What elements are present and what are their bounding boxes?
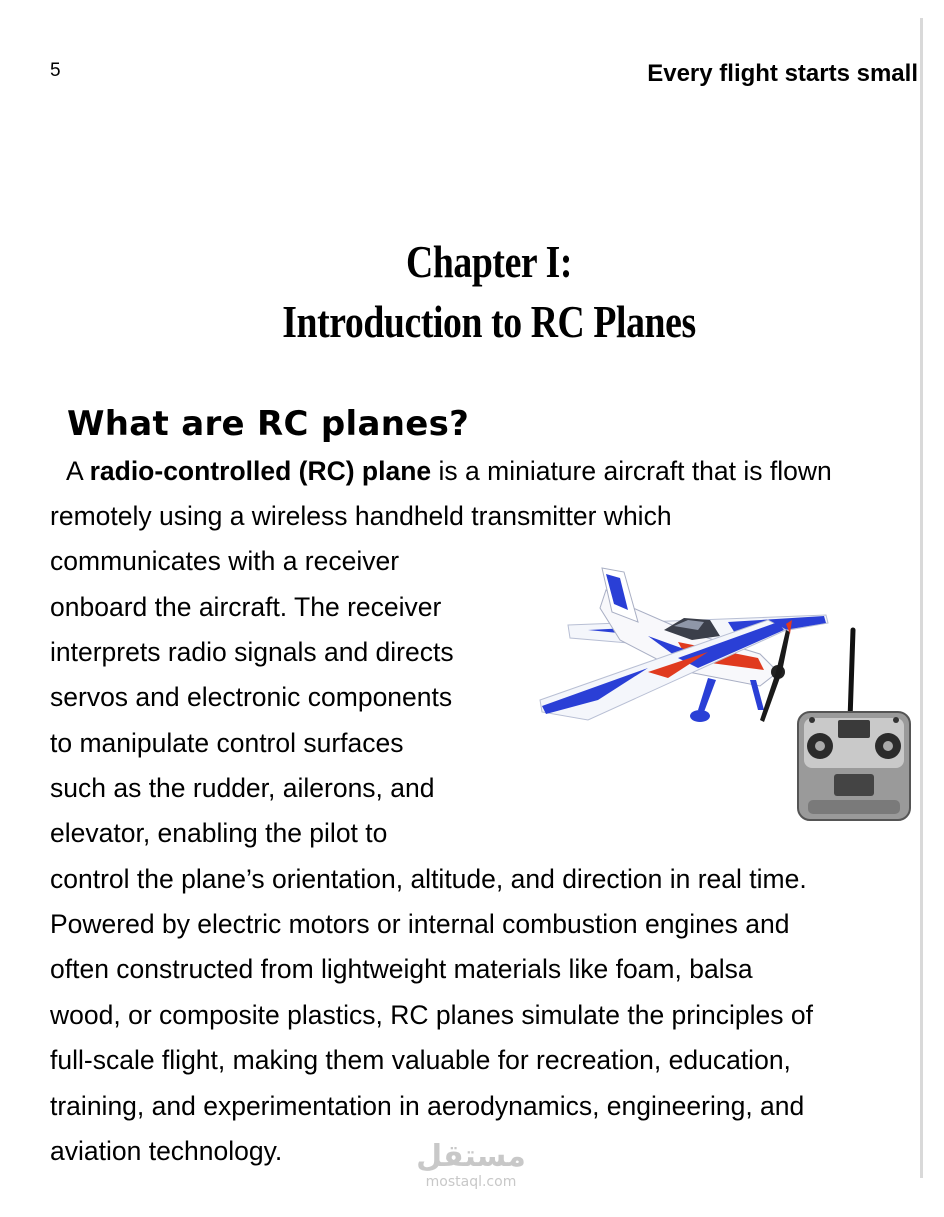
paragraph-line-3: communicates with a receiver	[50, 546, 400, 576]
paragraph-line-11: Powered by electric motors or internal combustion engines and	[50, 909, 790, 939]
paragraph-line-1-rest: is a miniature aircraft that is flown	[431, 456, 832, 486]
term-bold: radio-controlled (RC) plane	[89, 456, 432, 486]
page-number: 5	[50, 60, 61, 81]
page-edge-shadow	[920, 18, 923, 1178]
watermark-url: mostaql.com	[425, 1174, 517, 1190]
paragraph-line-4: onboard the aircraft. The receiver	[50, 592, 442, 622]
watermark-logo: مستقل	[416, 1139, 526, 1174]
paragraph-line-10: control the plane’s orientation, altitude, and direction in real time.	[50, 864, 807, 894]
paragraph-line-9: elevator, enabling the pilot to	[50, 818, 388, 848]
running-header: Every flight starts small	[647, 60, 918, 87]
paragraph-line-13: wood, or composite plastics, RC planes simulate the principles of	[50, 1000, 813, 1030]
rc-plane-image	[540, 568, 828, 722]
section-heading: What are RC planes?	[67, 404, 470, 444]
paragraph-line-1-lead: A	[66, 456, 90, 486]
paragraph-line-6: servos and electronic components	[50, 682, 453, 712]
chapter-title-line-1: Chapter I:	[406, 236, 572, 287]
paragraph-line-7: to manipulate control surfaces	[50, 728, 404, 758]
rc-plane-illustration	[528, 560, 914, 825]
watermark	[413, 1140, 529, 1190]
paragraph-line-16: aviation technology.	[50, 1136, 283, 1166]
transmitter-image	[798, 630, 910, 820]
paragraph-line-14: full-scale flight, making them valuable for recreation, education,	[50, 1045, 791, 1075]
chapter-title	[88, 232, 890, 352]
paragraph-line-12: often constructed from lightweight materials like foam, balsa	[50, 954, 753, 984]
paragraph-line-8: such as the rudder, ailerons, and	[50, 773, 435, 803]
paragraph-line-5: interprets radio signals and directs	[50, 637, 454, 667]
paragraph-line-2: remotely using a wireless handheld transmitter which	[50, 501, 672, 531]
paragraph-line-15: training, and experimentation in aerodynamics, engineering, and	[50, 1091, 805, 1121]
chapter-title-line-2: Introduction to RC Planes	[282, 296, 696, 347]
paragraph-line-1	[66, 455, 832, 487]
